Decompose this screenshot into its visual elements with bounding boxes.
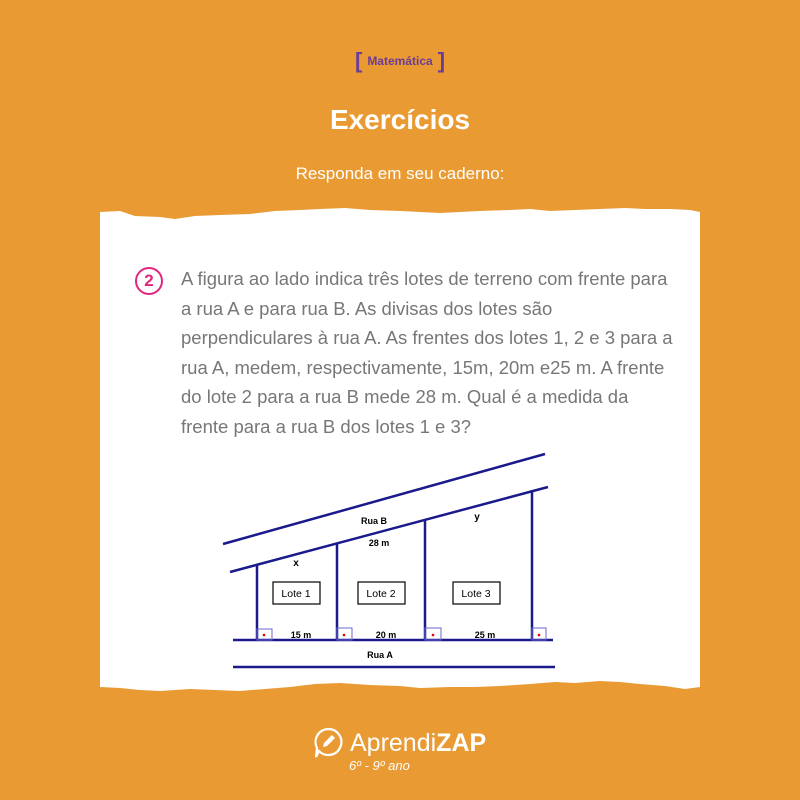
question-text: A figura ao lado indica três lotes de terreno com frente para a rua A e para rua B. As divisas dos lotes são perpendiculares à rua A. As frentes dos lotes 1, 2 e 3 para a rua A, medem, respectivamente, 15m, 20m e25 m. A frente do lote 2 para a rua B mede 28 m. Qual é a medida da frente para a rua B dos lotes 1 e 3? xyxy=(181,268,673,437)
lot-3-front-a: 25 m xyxy=(474,630,496,640)
unknown-x-label: x xyxy=(293,558,299,569)
unknown-y-label: y xyxy=(474,512,480,523)
lot-2-front-a: 20 m xyxy=(375,630,397,640)
bracket-close: ] xyxy=(437,48,446,73)
lot-1-front-a: 15 m xyxy=(290,630,312,640)
page-title: Exercícios xyxy=(329,104,471,135)
street-a-label: Rua A xyxy=(367,650,393,660)
lot-3-label: Lote 3 xyxy=(461,588,491,600)
subject-label: Matemática xyxy=(367,54,433,68)
street-b-label: Rua B xyxy=(360,516,388,526)
lots-diagram xyxy=(215,445,565,675)
subject-tag xyxy=(0,48,800,74)
grade-range: 6º - 9º ano xyxy=(349,758,410,773)
paper-card xyxy=(100,202,700,700)
lot-2-label: Lote 2 xyxy=(366,588,396,600)
instruction-text: Responda em seu caderno: xyxy=(295,164,505,183)
bracket-open: [ xyxy=(354,48,363,73)
lot-2-front-b: 28 m xyxy=(368,538,390,548)
lot-1-label: Lote 1 xyxy=(281,588,311,600)
exercise-number-badge: 2 xyxy=(135,267,163,295)
chat-pencil-icon xyxy=(312,726,344,760)
brand-logo xyxy=(312,726,486,760)
brand-name: AprendiZAP xyxy=(350,728,487,757)
